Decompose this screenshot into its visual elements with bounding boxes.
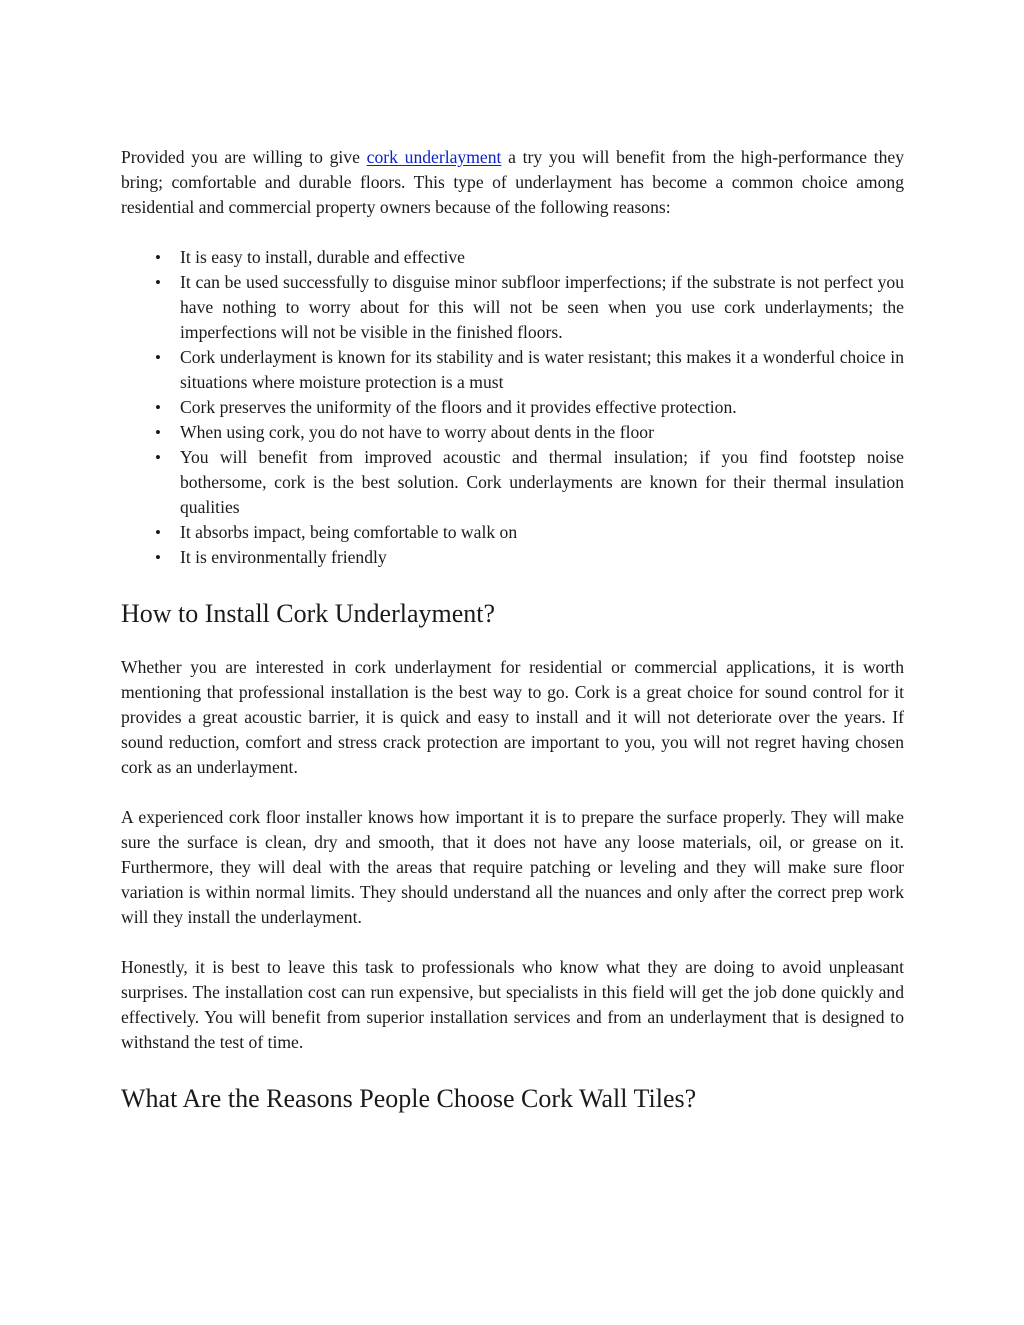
list-item (121, 445, 904, 520)
bullet-icon: • (155, 448, 161, 467)
intro-text-before-link: Provided you are willing to give (121, 147, 367, 167)
bullet-icon: • (155, 348, 161, 367)
install-paragraph-2: A experienced cork floor installer knows how important it is to prepare the surface properly. They will make sure the surface is clean, dry and smooth, that it does not have any loose materials, oil, or grease on it. Furthermore, they will deal with the areas that require patching or leveling and they will make sure floor variation is within normal limits. They should understand all the nuances and only after the correct prep work will they install the underlayment. (121, 807, 904, 927)
list-item (121, 545, 904, 570)
intro-text-after-link: a try you will benefit from the high-performance they bring; comfortable and durable floors. This type of underlayment has become a common choice among residential and commercial property owners because of the following reasons: (121, 147, 904, 217)
cork-underlayment-link[interactable]: cork underlayment (366, 147, 502, 167)
install-paragraph-1: Whether you are interested in cork underlayment for residential or commercial applications, it is worth mentioning that professional installation is the best way to go. Cork is a great choice for sound control for it provides a great acoustic barrier, it is quick and easy to install and it will not deteriorate over the years. If sound reduction, comfort and stress crack protection are important to you, you will not regret having chosen cork as an underlayment. (121, 657, 904, 777)
spacer (121, 570, 904, 598)
list-item (121, 520, 904, 545)
bullet-icon: • (155, 398, 161, 417)
spacer (121, 630, 904, 655)
list-item (121, 245, 904, 270)
reasons-list (121, 245, 904, 570)
spacer (121, 220, 904, 245)
list-item-text: Cork preserves the uniformity of the floors and it provides effective protection. (180, 397, 737, 417)
spacer (121, 1055, 904, 1083)
bullet-icon: • (155, 273, 161, 292)
list-item-text: Cork underlayment is known for its stability and is water resistant; this makes it a wonderful choice in situations where moisture protection is a must (180, 347, 904, 392)
section-heading-install: How to Install Cork Underlayment? (121, 599, 496, 628)
list-item (121, 395, 904, 420)
list-item-text: It is easy to install, durable and effective (180, 247, 465, 267)
list-item-text: It is environmentally friendly (180, 547, 387, 567)
install-paragraph-3: Honestly, it is best to leave this task to professionals who know what they are doing to avoid unpleasant surprises. The installation cost can run expensive, but specialists in this field will get the job done quickly and effectively. You will benefit from superior installation services and from an underlayment that is designed to withstand the test of time. (121, 957, 904, 1052)
list-item-text: It absorbs impact, being comfortable to walk on (180, 522, 518, 542)
bullet-icon: • (155, 548, 161, 567)
spacer (121, 930, 904, 955)
list-item (121, 345, 904, 395)
section-heading-wall-tiles: What Are the Reasons People Choose Cork Wall Tiles? (121, 1084, 697, 1113)
intro-paragraph (121, 145, 904, 220)
bullet-icon: • (155, 423, 161, 442)
bullet-icon: • (155, 248, 161, 267)
bullet-icon: • (155, 523, 161, 542)
list-item (121, 270, 904, 345)
list-item-text: You will benefit from improved acoustic and thermal insulation; if you find footstep noise bothersome, cork is the best solution. Cork underlayments are known for their thermal insulation qualities (180, 447, 904, 517)
document-page (121, 145, 904, 1115)
list-item-text: When using cork, you do not have to worry about dents in the floor (180, 422, 654, 442)
spacer (121, 780, 904, 805)
list-item-text: It can be used successfully to disguise minor subfloor imperfections; if the substrate is not perfect you have nothing to worry about for this will not be seen when you use cork underlayments; the imperfections will not be visible in the finished floors. (180, 272, 904, 342)
list-item (121, 420, 904, 445)
